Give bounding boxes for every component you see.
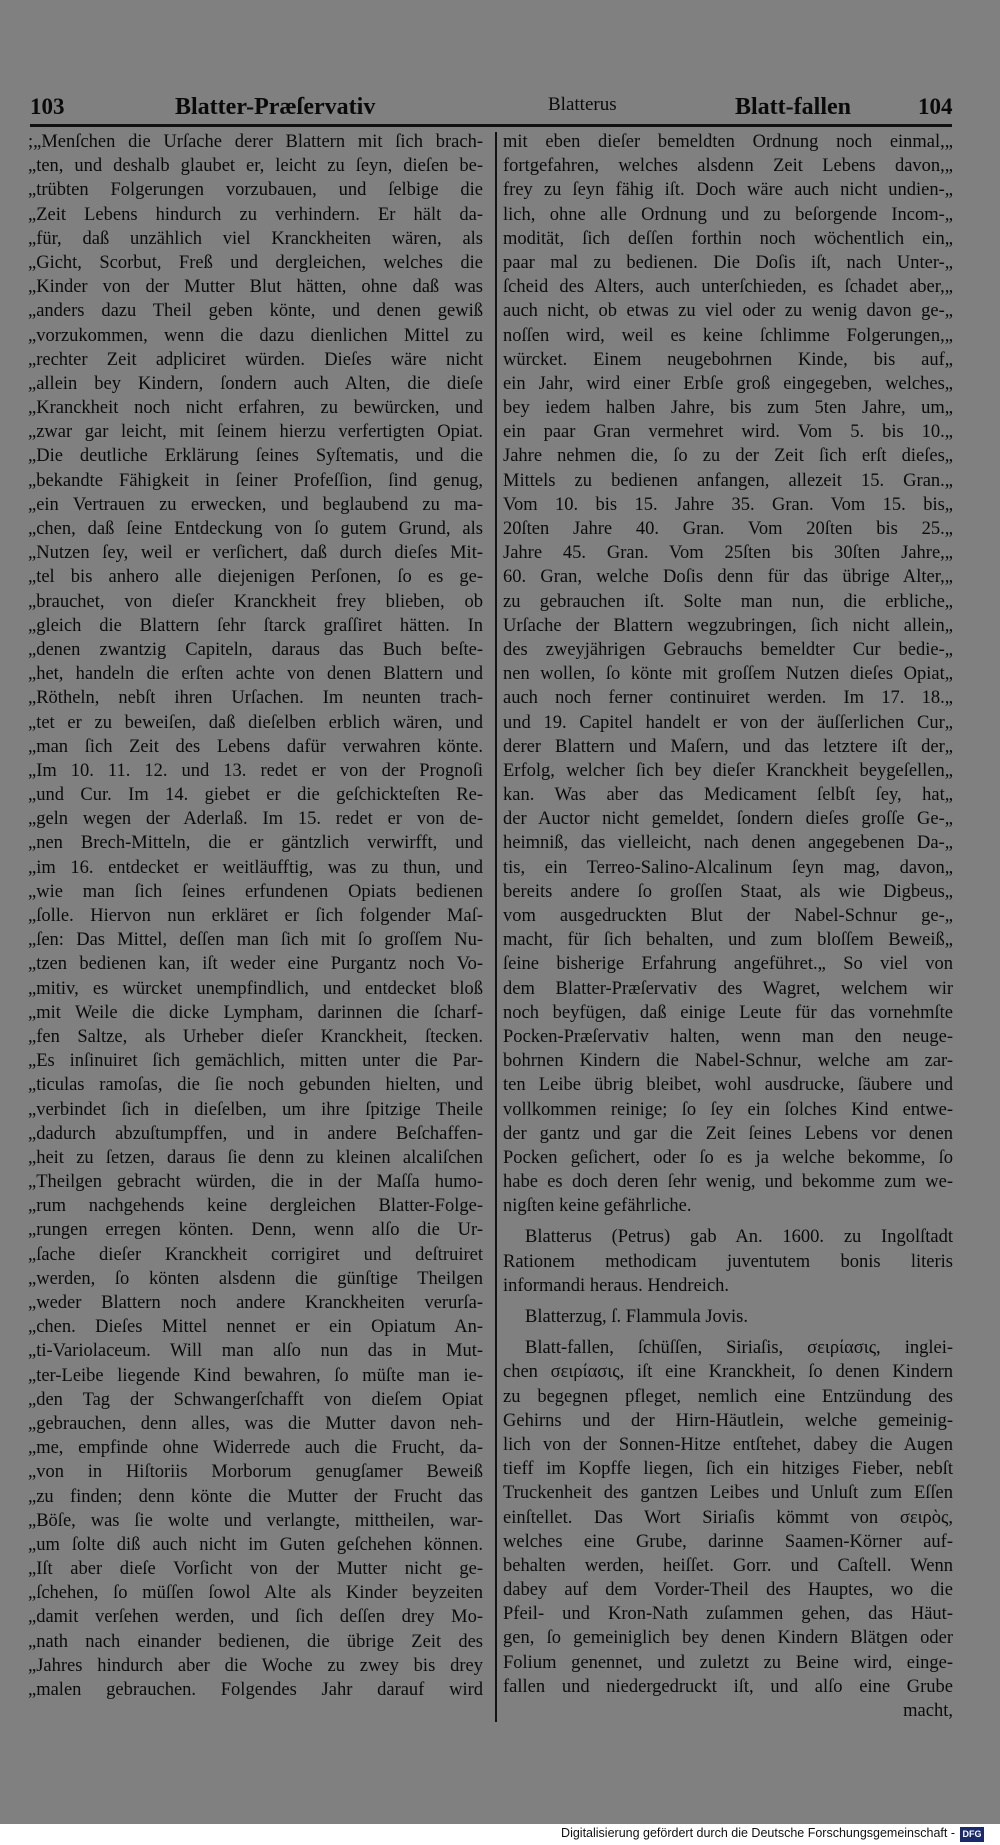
- text-line: „Im 10. 11. 12. und 13. redet er von der Prognoſi: [28, 760, 483, 781]
- text-line: tieff im Kopffe liegen, ſich ein hitziges Fieber, nebſt: [503, 1459, 953, 1480]
- text-line: ten Leibe übrig bleibet, wohl ausdrucke, ſäubere und: [503, 1075, 953, 1096]
- text-line: der gantz und gar die Zeit ſeines Lebens vor denen: [503, 1123, 953, 1144]
- text-line: Pfeil- und Kron-Nath zuſammen gehen, das Häut-: [503, 1604, 953, 1625]
- text-line: zu begegnen pfleget, nemlich eine Entzündung des: [503, 1386, 953, 1407]
- text-line: lich, ohne alle Ordnung und zu beſorgende Incom-„: [503, 204, 953, 225]
- text-line: der Auctor nicht gemeldet, ſondern dieſes groſſe Ge-„: [503, 809, 953, 830]
- text-line: „wie man ſich ſeines erfundenen Opiats bedienen: [28, 881, 483, 902]
- footer-bar: [0, 1824, 1000, 1845]
- text-line: „Jahres hindurch aber die Woche zu zwey bis drey: [28, 1655, 483, 1676]
- text-line: „um ſolte diß auch nicht im Guten geſchehen können.: [28, 1534, 483, 1555]
- text-line: nen wollen, ſo könte mit groſſem Nutzen dieſes Opiat„: [503, 664, 953, 685]
- text-line: „bekandte Fähigkeit in ſeiner Profeſſion, ſind genug,: [28, 470, 483, 491]
- text-line: „nen Brech-Mitteln, die er gäntzlich verwirfft, und: [28, 833, 483, 854]
- footer-credit: Digitalisierung gefördert durch die Deutsche Forschungsgemeinschaft -: [561, 1826, 955, 1840]
- text-line: „ti-Variolaceum. Will man alſo nun das in Mut-: [28, 1341, 483, 1362]
- text-line: zu gebrauchen iſt. Solte man nun, die erbliche„: [503, 591, 953, 612]
- text-line: vollkommen reinige; ſo ſey ein ſolches Kind entwe-: [503, 1099, 953, 1120]
- text-line: ein Jahr, wird einer Erbſe groß eingegeben, welches„: [503, 373, 953, 394]
- text-line: „für, daß unzählich viel Kranckheiten wären, als: [28, 228, 483, 249]
- text-line: „gleich die Blattern ſehr ſtarck graſſiret hätten. In: [28, 615, 483, 636]
- entry-gap: [503, 1329, 953, 1336]
- text-line: Pocken-Præſervativ halten, wenn man den neuge-: [503, 1026, 953, 1047]
- text-line: des zweyjährigen Gebrauchs bemeldter Cur bedie-„: [503, 639, 953, 660]
- text-line: Erfolg, welcher ſich bey dieſer Kranckheit beygeſellen„: [503, 760, 953, 781]
- text-line: „tet er zu beweiſen, daß dieſelben erblich wären, und: [28, 712, 483, 733]
- text-line: gen, ſo gemeiniglich bey denen Kindern Blätgen oder: [503, 1628, 953, 1649]
- lexicon-entry: [503, 1305, 953, 1329]
- right-page-number: 104: [918, 94, 953, 119]
- text-line: macht, für ſich behalten, und zum bloſſem Beweiß„: [503, 930, 953, 951]
- text-line: „ein Vertrauen zu erwecken, und beglaubend zu ma-: [28, 494, 483, 515]
- text-line: „chen, daß ſeine Entdeckung von ſo gutem Grund, als: [28, 519, 483, 539]
- text-line: bey iedem halben Jahre, bis zum 5ten Jahre, um„: [503, 398, 953, 419]
- text-line: „fen Saltze, als Urheber dieſer Kranckheit, ſtecken.: [28, 1026, 483, 1047]
- text-line: „man ſich Zeit des Lebens dafür verwahren könte.: [28, 736, 483, 757]
- text-line: bohrnen Kindern die Nabel-Schnur, welche am zar-: [503, 1051, 953, 1072]
- text-line: Pocken geſichert, oder ſo es ja welche bekomme, ſo: [503, 1147, 953, 1168]
- text-line: „Gicht, Scorbut, Freß und dergleichen, welches die: [28, 252, 483, 273]
- text-line: tis, ein Terreo-Salino-Alcalinum ſeyn mag, davon„: [503, 857, 953, 878]
- text-line: Urſache der Blattern wegzubringen, ſich nicht allein„: [503, 615, 953, 636]
- text-line: „ter-Leibe liegende Kind bewahren, ſo müſte man ie-: [28, 1365, 483, 1386]
- text-line: „rum nachgehends keine dergleichen Blatter-Folge-: [28, 1196, 483, 1217]
- text-line: „Theilgen gebracht würden, die in der Maſſa humo-: [28, 1172, 483, 1193]
- text-line: Folium genennet, und zuletzt zu Beine wird, einge-: [503, 1652, 953, 1673]
- text-line: paar mal zu bedienen. Die Doſis iſt, nach Unter-„: [503, 252, 953, 273]
- text-line: kan. Was aber das Medicament ſelbſt ſey, hat„: [503, 785, 953, 806]
- entry-gap: [503, 1298, 953, 1305]
- text-line: einſtellet. Das Wort Siriaſis kömmt von σειρὸς,: [503, 1507, 953, 1528]
- text-line: „von in Hiſtoriis Morborum genugſamer Beweiß: [28, 1462, 483, 1483]
- text-line: chen σειρίασις, iſt eine Kranckheit, ſo denen Kindern: [503, 1362, 953, 1383]
- text-line: modität, ſich deſſen forthin noch wöchentlich ein„: [503, 228, 953, 249]
- text-line: „heit zu ſetzen, daraus ſie denn zu kleinen alcaliſchen: [28, 1147, 483, 1168]
- text-line: „Die deutliche Erklärung ſeines Syſtematis, und die: [28, 446, 483, 467]
- text-line: „gebrauchen, denn alles, was die Mutter davon neh-: [28, 1413, 483, 1434]
- text-line: „ſchehen, ſo müſſen ſowol Alte als Kinder beyzeiten: [28, 1583, 483, 1604]
- text-line: vom ausgedruckten Blut der Nabel-Schnur ge-„: [503, 906, 953, 926]
- text-line: „geln wegen der Aderlaß. Im 15. redet er von de-: [28, 809, 483, 830]
- entry-headword-line: Blatterzug, ſ. Flammula Jovis.: [525, 1307, 749, 1327]
- right-column: [503, 130, 953, 1723]
- catchword: Blatterus: [548, 94, 617, 115]
- text-line: fallen und niedergedruckt iſt, und alſo eine Grube: [503, 1676, 953, 1697]
- text-line: „allein bey Kindern, ſondern auch Alten, die dieſe: [28, 373, 483, 394]
- text-line: „chen. Dieſes Mittel nennet er ein Opiatum An-: [28, 1317, 483, 1338]
- text-line: noſſen wird, weil es keine ſchlimme Folgerungen,„: [503, 325, 953, 346]
- text-line: würcket. Einem neugebohrnen Kinde, bis auf„: [503, 349, 953, 370]
- right-running-title: Blatt-fallen: [735, 94, 851, 120]
- lexicon-entry: [503, 1225, 953, 1298]
- text-line: ;„Menſchen die Urſache derer Blattern mit ſich brach-: [28, 132, 483, 152]
- text-line: Mittels zu bedienen anfangen, allezeit 15. Gran.„: [503, 470, 953, 491]
- text-line: welches eine Grube, darinne Saamen-Körner auf-: [503, 1531, 953, 1552]
- text-line: ſcheid des Alters, auch unterſchieden, es ſchadet aber,„: [503, 277, 953, 298]
- left-column: [28, 130, 483, 1702]
- text-line: frey zu ſeyn fähig iſt. Doch wäre auch nicht undien-„: [503, 180, 953, 201]
- text-line: und 19. Capitel handelt er von der äuſſerlichen Cur„: [503, 712, 953, 733]
- lexicon-entry: [503, 1336, 953, 1723]
- text-line: „den Tag der Schwangerſchafft von dieſem Opiat: [28, 1389, 483, 1410]
- entry-headword-line: Blatt-fallen, ſchüſſen, Siriaſis, σειρίασις, inglei-: [525, 1338, 953, 1359]
- text-line: 20ſten Jahre 40. Gran. Vom 20ſten bis 25.„: [503, 519, 953, 539]
- text-line: fortgefahren, welches alsdenn Zeit Lebens davon,„: [503, 156, 953, 177]
- text-line: „ſache dieſer Kranckheit corrigiret und deſtruiret: [28, 1244, 483, 1265]
- left-running-title: Blatter-Præſervativ: [175, 94, 376, 120]
- text-line: „Es inſinuiret ſich gemächlich, mitten unter die Par-: [28, 1051, 483, 1072]
- text-line: „damit verſehen werden, und ſich deſſen drey Mo-: [28, 1607, 483, 1628]
- text-line: „trübten Folgerungen vorzubauen, und ſelbige die: [28, 180, 483, 201]
- entry-gap: [503, 1218, 953, 1225]
- text-line: „tel bis anhero alle diejenigen Perſonen, ſo es ge-: [28, 567, 483, 588]
- text-line: dem Blatter-Præſervativ des Wagret, welchem wir: [503, 978, 953, 999]
- text-line: „het, handeln die erſten achte von denen Blattern und: [28, 664, 483, 685]
- text-line: derer Blattern und Maſern, und das letztere iſt der„: [503, 736, 953, 757]
- text-line: „Zeit Lebens hindurch zu verhindern. Er hält da-: [28, 204, 483, 225]
- text-line: auch noch ferner continuiret werden. Im 17. 18.„: [503, 688, 953, 709]
- text-line: „und Cur. Im 14. giebet er die geſchickteſten Re-: [28, 785, 483, 806]
- text-line: „ten, und deshalb glaubet er, leicht zu ſeyn, dieſen be-: [28, 156, 483, 177]
- text-line: dabey auf dem Vorder-Theil des Hauptes, wo die: [503, 1580, 953, 1601]
- text-line: bereits andere ſo groſſen Staat, als wie Digbeus„: [503, 881, 953, 902]
- header-rule: [30, 124, 952, 127]
- text-line: „vorzukommen, wenn die dazu dienlichen Mittel zu: [28, 325, 483, 346]
- text-line: „im 16. entdecket er weitläufftig, was zu thun, und: [28, 857, 483, 878]
- text-line: „denen zwantzig Capiteln, daraus das Buch beſte-: [28, 639, 483, 660]
- text-line: „Kranckheit noch nicht erfahren, zu bewürcken, und: [28, 398, 483, 419]
- text-line: „brauchet, von dieſer Kranckheit frey blieben, ob: [28, 591, 483, 612]
- text-line: „Kinder von der Mutter Blut hätten, ohne daß was: [28, 277, 483, 298]
- text-line: Gehirns und der Hirn-Häutlein, welche gemeinig-: [503, 1410, 953, 1431]
- text-line: ſeine bisherige Erfahrung angeführet.„ So viel von: [503, 954, 953, 975]
- text-line: „werden, ſo könten alsdenn die günſtige Theilgen: [28, 1268, 483, 1289]
- text-line: nigſten keine gefährliche.: [503, 1196, 692, 1217]
- text-line: noch beyfügen, daß einige Leute für das vornehmſte: [503, 1002, 953, 1023]
- text-line: „rechter Zeit adpliciret würden. Dieſes wäre nicht: [28, 349, 483, 370]
- text-line: „me, empfinde ohne Widerrede auch die Frucht, da-: [28, 1438, 483, 1459]
- text-line: „mitiv, es würcket unempfindlich, und entdecket bloß: [28, 978, 483, 999]
- text-line: behalten werden, heiſſet. Gorr. und Caſtell. Wenn: [503, 1555, 953, 1576]
- text-line: macht,: [903, 1701, 953, 1721]
- text-line: „Böſe, was ſie wolte und verlangte, mittheilen, war-: [28, 1510, 483, 1531]
- text-line: „dadurch abzuſtumpffen, und in andere Beſchaffen-: [28, 1123, 483, 1144]
- text-line: ein paar Gran vermehret wird. Vom 5. bis 10.„: [503, 422, 953, 443]
- text-line: „tzen bedienen kan, iſt weder eine Purgantz noch Vo-: [28, 954, 483, 975]
- text-line: auch nicht, ob etwas zu viel oder zu wenig davon ge-„: [503, 301, 953, 322]
- text-line: „nath nach einander bedienen, die übrige Zeit des: [28, 1631, 483, 1652]
- text-line: „Rötheln, nebſt ihren Urſachen. Im neunten trach-: [28, 688, 483, 709]
- text-line: „rungen erregen könten. Denn, wenn alſo die Ur-: [28, 1220, 483, 1241]
- text-line: „Iſt aber dieſe Vorſicht von der Mutter nicht ge-: [28, 1559, 483, 1580]
- entry-headword-line: Blatterus (Petrus) gab An. 1600. zu Ingolſtadt: [525, 1227, 953, 1248]
- left-page-number: 103: [30, 94, 65, 119]
- text-line: heimniß, das vielleicht, nach denen angegebenen Da-„: [503, 833, 953, 854]
- text-line: mit eben dieſer bemeldten Ordnung noch einmal,„: [503, 132, 953, 152]
- text-line: „malen gebrauchen. Folgendes Jahr darauf wird: [28, 1680, 483, 1700]
- text-line: „Nutzen ſey, weil er verſichert, daß durch dieſes Mit-: [28, 543, 483, 564]
- text-line: informandi heraus. Hendreich.: [503, 1275, 730, 1296]
- text-line: „ticulas ramoſas, die ſie noch gebunden hielten, und: [28, 1075, 483, 1096]
- text-line: „verbindet ſich in dieſelben, um ihre ſpitzige Theile: [28, 1099, 483, 1120]
- text-line: Truckenheit des gantzen Leibes und Unluſt zum Eſſen: [503, 1483, 953, 1504]
- text-line: Vom 10. bis 15. Jahre 35. Gran. Vom 15. bis„: [503, 494, 953, 515]
- text-line: „ſolle. Hiervon nun erkläret er ſich folgender Maſ-: [28, 906, 483, 926]
- text-line: habe es doch deren ſehr wenig, und bekomme zum we-: [503, 1172, 953, 1193]
- text-line: „zwar gar leicht, mit ſeinem hierzu verfertigten Opiat.: [28, 422, 483, 443]
- column-divider: [495, 132, 497, 1722]
- text-line: „ſen: Das Mittel, deſſen man ſich mit ſo groſſem Nu-: [28, 930, 483, 951]
- text-line: „weder Blattern noch andere Kranckheiten verurſa-: [28, 1293, 483, 1313]
- text-line: lich von der Sonnen-Hitze entſtehet, dabey die Augen: [503, 1434, 953, 1455]
- dfg-logo: DFG: [960, 1827, 984, 1842]
- text-line: 60. Gran, welche Doſis denn für das übrige Alter,„: [503, 567, 953, 588]
- text-line: Jahre nehmen die, ſo zu der Zeit ſich erſt dieſes„: [503, 446, 953, 467]
- text-line: Jahre 45. Gran. Vom 25ſten bis 30ſten Jahre,„: [503, 543, 953, 564]
- text-line: „anders dazu Theil geben könte, und denen gewiß: [28, 301, 483, 322]
- text-line: Rationem methodicam juventutem bonis literis: [503, 1251, 953, 1272]
- text-line: „mit Weile die dicke Lympham, darinnen die ſcharf-: [28, 1002, 483, 1023]
- text-line: „zu finden; denn könte die Mutter der Frucht das: [28, 1486, 483, 1507]
